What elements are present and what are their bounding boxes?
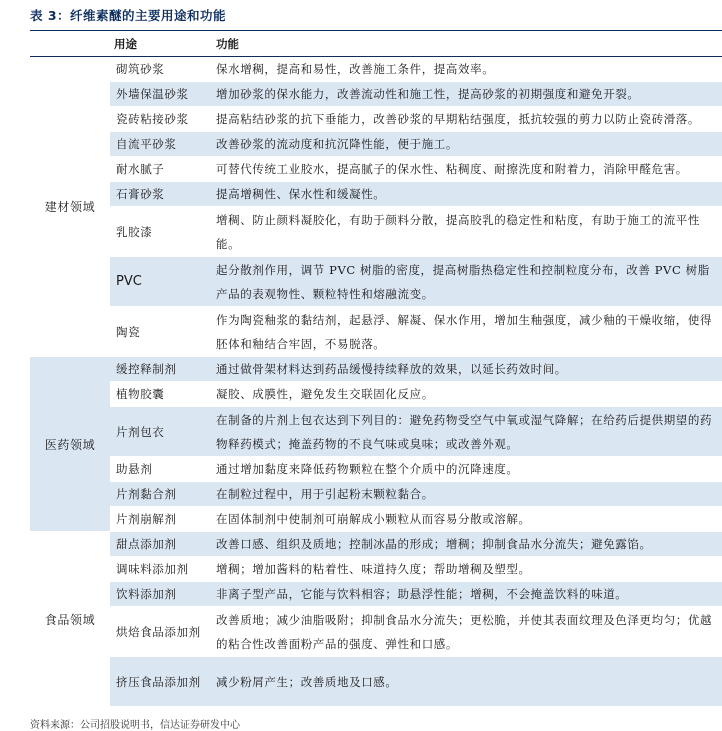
use-cell: 片剂崩解剂 [110, 507, 212, 532]
use-cell: 片剂黏合剂 [110, 482, 212, 507]
function-cell: 提高粘结砂浆的抗下垂能力，改善砂浆的早期粘结强度，抵抗较强的剪力以防止瓷砖滑落。 [212, 107, 722, 132]
function-cell: 作为陶瓷釉浆的黏结剂，起悬浮、解凝、保水作用，增加生釉强度，减少釉的干燥收缩，使得胚体和釉结合牢固，不易脱落。 [212, 307, 722, 357]
use-cell: 甜点添加剂 [110, 532, 212, 557]
use-cell: 挤压食品添加剂 [110, 657, 212, 707]
use-cell: 调味料添加剂 [110, 557, 212, 582]
cellulose-ether-uses-table [30, 30, 722, 707]
use-cell: 缓控释制剂 [110, 357, 212, 382]
use-cell: 陶瓷 [110, 307, 212, 357]
function-cell: 起分散剂作用，调节 PVC 树脂的密度，提高树脂热稳定性和控制粒度分布，改善 PVC 树脂产品的表观物性、颗粒特性和熔融流变。 [212, 257, 722, 307]
use-cell-pvc: PVC [116, 274, 142, 289]
source-note: 资料来源：公司招股说明书，信达证券研发中心 [30, 720, 240, 731]
use-cell: 植物胶囊 [110, 382, 212, 407]
use-cell: 乳胶漆 [110, 207, 212, 257]
use-cell: 耐水腻子 [110, 157, 212, 182]
use-cell: 烘焙食品添加剂 [110, 607, 212, 657]
function-cell: 增稠；增加酱料的粘着性、味道持久度；帮助增稠及塑型。 [212, 557, 722, 582]
use-cell: 片剂包衣 [110, 407, 212, 457]
table-caption: 表 3：纤维素醚的主要用途和功能 [30, 8, 227, 23]
function-cell: 凝胶、成膜性，避免发生交联固化反应。 [212, 382, 722, 407]
header-function: 功能 [212, 31, 722, 57]
use-cell: 砌筑砂浆 [110, 57, 212, 82]
function-cell: 改善砂浆的流动度和抗沉降性能，便于施工。 [212, 132, 722, 157]
function-cell: 可替代传统工业胶水，提高腻子的保水性、粘稠度、耐擦洗度和附着力，消除甲醛危害。 [212, 157, 722, 182]
header-category [30, 31, 110, 57]
use-cell: 助悬剂 [110, 457, 212, 482]
use-cell [110, 257, 212, 307]
function-cell: 通过增加黏度来降低药物颗粒在整个介质中的沉降速度。 [212, 457, 722, 482]
use-cell: 外墙保温砂浆 [110, 82, 212, 107]
function-cell: 提高增稠性、保水性和缓凝性。 [212, 182, 722, 207]
category-food: 食品领域 [30, 532, 110, 707]
function-cell: 在制粒过程中，用于引起粉末颗粒黏合。 [212, 482, 722, 507]
function-cell: 改善口感、组织及质地；控制冰晶的形成；增稠；抑制食品水分流失；避免露馅。 [212, 532, 722, 557]
function-cell: 增稠、防止颜料凝胶化，有助于颜料分散，提高胶乳的稳定性和粘度，有助于施工的流平性能。 [212, 207, 722, 257]
use-cell: 饮料添加剂 [110, 582, 212, 607]
header-use: 用途 [110, 31, 212, 57]
function-cell: 增加砂浆的保水能力，改善流动性和施工性，提高砂浆的初期强度和避免开裂。 [212, 82, 722, 107]
table-header-row [30, 31, 722, 57]
function-cell: 通过做骨架材料达到药品缓慢持续释放的效果，以延长药效时间。 [212, 357, 722, 382]
function-cell: 减少粉屑产生；改善质地及口感。 [212, 657, 722, 707]
function-cell: 在制备的片剂上包衣达到下列目的：避免药物受空气中氧或湿气降解；在给药后提供期望的药物释药模式；掩盖药物的不良气味或臭味；或改善外观。 [212, 407, 722, 457]
use-cell: 自流平砂浆 [110, 132, 212, 157]
use-cell: 石膏砂浆 [110, 182, 212, 207]
function-cell: 非离子型产品，它能与饮料相容；助悬浮性能；增稠，不会掩盖饮料的味道。 [212, 582, 722, 607]
function-cell: 改善质地；减少油脂吸附；抑制食品水分流失；更松脆，并使其表面纹理及色泽更均匀；优越的粘合性改善面粉产品的强度、弹性和口感。 [212, 607, 722, 657]
category-medicine: 医药领域 [30, 357, 110, 532]
function-cell: 保水增稠，提高和易性，改善施工条件，提高效率。 [212, 57, 722, 82]
function-cell: 在固体制剂中使制剂可崩解成小颗粒从而容易分散或溶解。 [212, 507, 722, 532]
use-cell: 瓷砖粘接砂浆 [110, 107, 212, 132]
category-building: 建材领域 [30, 57, 110, 357]
